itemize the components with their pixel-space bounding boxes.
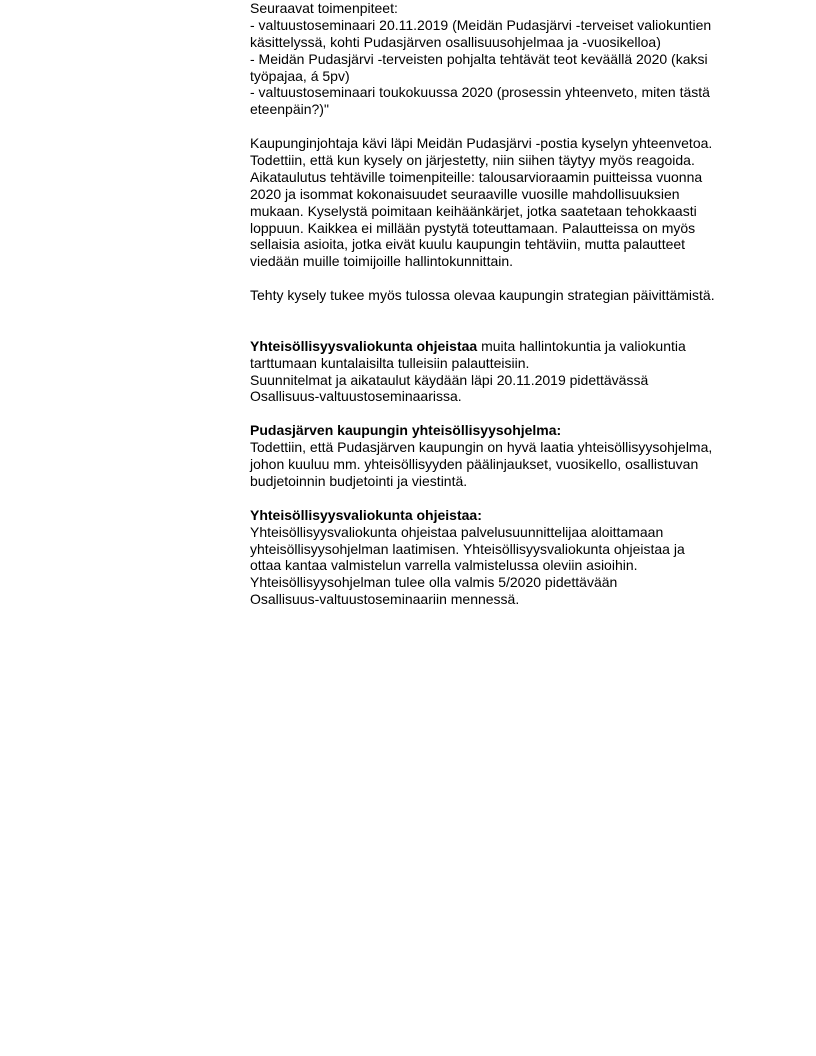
spacer: [250, 321, 800, 338]
paragraph-line: Todettiin, että kun kysely on järjestetty, niin siihen täytyy myös reagoida.: [250, 152, 695, 169]
paragraph-line: Aikataulutus tehtäville toimenpiteille: talousarvioraamin puitteissa vuonna: [250, 168, 703, 185]
paragraph-line: Tehty kysely tukee myös tulossa olevaa kaupungin strategian päivittämistä.: [250, 287, 715, 304]
spacer: [250, 490, 800, 507]
spacer: [250, 304, 800, 321]
paragraph-line: Kaupunginjohtaja kävi läpi Meidän Pudasjärvi -postia kyselyn yhteenvetoa.: [250, 135, 713, 152]
decision-block: [250, 338, 800, 406]
section-line: Yhteisöllisyysohjelman tulee olla valmis 5/2020 pidettävään: [250, 574, 618, 591]
decision-line: Suunnitelmat ja aikataulut käydään läpi 20.11.2019 pidettävässä: [250, 371, 649, 388]
decision-line: tarttumaan kuntalaisilta tulleisiin palautteisiin.: [250, 354, 530, 371]
decision-line: Osallisuus-valtuustoseminaarissa.: [250, 388, 462, 405]
spacer: [250, 118, 800, 135]
intro-line: - valtuustoseminaari toukokuussa 2020 (prosessin yhteenveto, miten tästä: [250, 84, 710, 101]
intro-heading: Seuraavat toimenpiteet:: [250, 0, 398, 16]
section-committee-instructs: [250, 507, 800, 608]
paragraph-line: viedään muille toimijoille hallintokunnittain.: [250, 253, 514, 270]
decision-lead: Yhteisöllisyysvaliokunta ohjeistaa: [250, 337, 478, 354]
paragraph-line: loppuun. Kaikkea ei millään pystytä toteuttamaan. Palautteissa on myös: [250, 219, 696, 236]
section-line: johon kuuluu mm. yhteisöllisyyden päälinjaukset, vuosikello, osallistuvan: [250, 456, 699, 473]
intro-block: [250, 0, 800, 118]
intro-line: työpajaa, á 5pv): [250, 67, 350, 84]
section-line: Todettiin, että Pudasjärven kaupungin on hyvä laatia yhteisöllisyysohjelma,: [250, 439, 713, 456]
section-line: ottaa kantaa valmistelun varrella valmistelussa oleviin asioihin.: [250, 557, 638, 574]
intro-line: - valtuustoseminaari 20.11.2019 (Meidän Pudasjärvi -terveiset valiokuntien: [250, 16, 712, 33]
document-body: [250, 0, 800, 608]
paragraph-line: 2020 ja isommat kokonaisuudet seuraaville vuosille mahdollisuuksien: [250, 185, 680, 202]
intro-line: käsittelyssä, kohti Pudasjärven osallisuusohjelmaa ja -vuosikelloa): [250, 33, 661, 50]
spacer: [250, 270, 800, 287]
paragraph-line: sellaisia asioita, jotka eivät kuulu kaupungin tehtäviin, mutta palautteet: [250, 236, 686, 253]
section-line: Osallisuus-valtuustoseminaariin mennessä.: [250, 591, 520, 608]
paragraph-line: mukaan. Kyselystä poimitaan keihäänkärjet, jotka saatetaan tehokkaasti: [250, 202, 697, 219]
intro-line: - Meidän Pudasjärvi -terveisten pohjalta tehtävät teot keväällä 2020 (kaksi: [250, 50, 708, 67]
paragraph-strategy: [250, 287, 800, 304]
intro-line: eteenpäin?)": [250, 101, 329, 118]
paragraph-mayor-review: [250, 135, 800, 270]
section-community-program: [250, 422, 800, 490]
section-heading: Pudasjärven kaupungin yhteisöllisyysohjelma:: [250, 422, 562, 439]
decision-first-line: [250, 338, 800, 355]
section-heading: Yhteisöllisyysvaliokunta ohjeistaa:: [250, 506, 482, 523]
decision-lead-rest: muita hallintokuntia ja valiokuntia: [477, 337, 686, 354]
section-line: budjetoinnin budjetointi ja viestintä.: [250, 472, 468, 489]
spacer: [250, 405, 800, 422]
section-line: yhteisöllisyysohjelman laatimisen. Yhteisöllisyysvaliokunta ohjeistaa ja: [250, 540, 685, 557]
section-line: Yhteisöllisyysvaliokunta ohjeistaa palvelusuunnittelijaa aloittamaan: [250, 523, 664, 540]
